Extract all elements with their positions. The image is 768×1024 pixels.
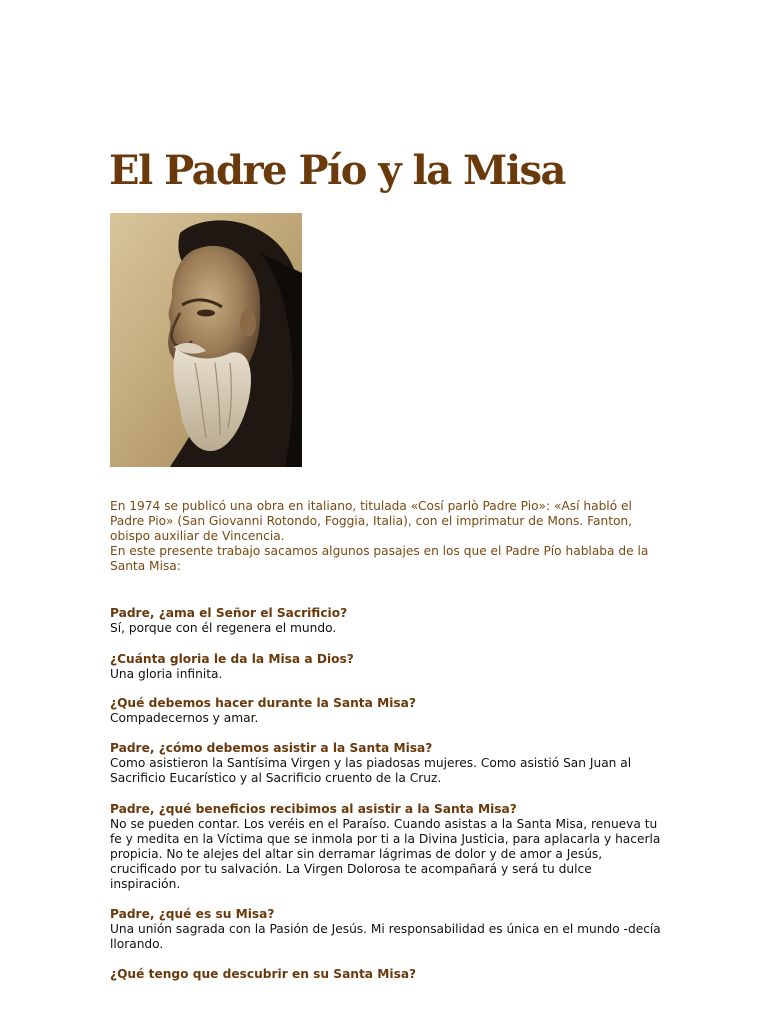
answer: Una unión sagrada con la Pasión de Jesús. Mi responsabilidad es única en el mundo -decía llorando.	[110, 922, 661, 951]
answer: Compadecernos y amar.	[110, 711, 259, 725]
qa-item	[110, 652, 665, 682]
question: ¿Qué debemos hacer durante la Santa Misa?	[110, 696, 416, 710]
question: ¿Cuánta gloria le da la Misa a Dios?	[110, 652, 354, 666]
intro-paragraph: En 1974 se publicó una obra en italiano, titulada «Cosí parlò Padre Pio»: «Así habló el Padre Pio» (San Giovanni Rotondo, Foggia, Italia), con el imprimatur de Mons. Fanton, obispo auxiliar de Vincencia.	[110, 499, 633, 543]
page-title: El Padre Pío y la Misa	[109, 147, 565, 194]
question: Padre, ¿qué es su Misa?	[110, 907, 275, 921]
qa-item	[110, 606, 665, 636]
qa-item	[110, 802, 665, 892]
question: Padre, ¿qué beneficios recibimos al asistir a la Santa Misa?	[110, 802, 517, 816]
question: ¿Qué tengo que descubrir en su Santa Misa?	[110, 967, 417, 981]
answer: Sí, porque con él regenera el mundo.	[110, 621, 337, 635]
intro-paragraph: En este presente trabajo sacamos algunos pasajes en los que el Padre Pío hablaba de la Santa Misa:	[110, 544, 649, 573]
answer: Una gloria infinita.	[110, 667, 223, 681]
answer: Como asistieron la Santísima Virgen y las piadosas mujeres. Como asistió San Juan al Sacrificio Eucarístico y al Sacrificio cruento de la Cruz.	[110, 756, 632, 785]
intro-text	[110, 499, 670, 574]
qa-item	[110, 741, 665, 786]
qa-item	[110, 907, 665, 952]
answer: No se pueden contar. Los veréis en el Paraíso. Cuando asistas a la Santa Misa, renueva tu fe y medita en la Víctima que se inmola por ti a la Divina Justicia, para aplacarla y hacerla propicia. No te alejes del altar sin derramar lágrimas de dolor y de amor a Jesús, crucificado por tu salvación. La Virgen Dolorosa te acompañará y será tu dulce inspiración.	[110, 817, 661, 891]
question: Padre, ¿ama el Señor el Sacrificio?	[110, 606, 348, 620]
question: Padre, ¿cómo debemos asistir a la Santa Misa?	[110, 741, 433, 755]
padre-pio-portrait	[110, 213, 302, 467]
qa-item	[110, 967, 665, 982]
qa-item	[110, 696, 665, 726]
